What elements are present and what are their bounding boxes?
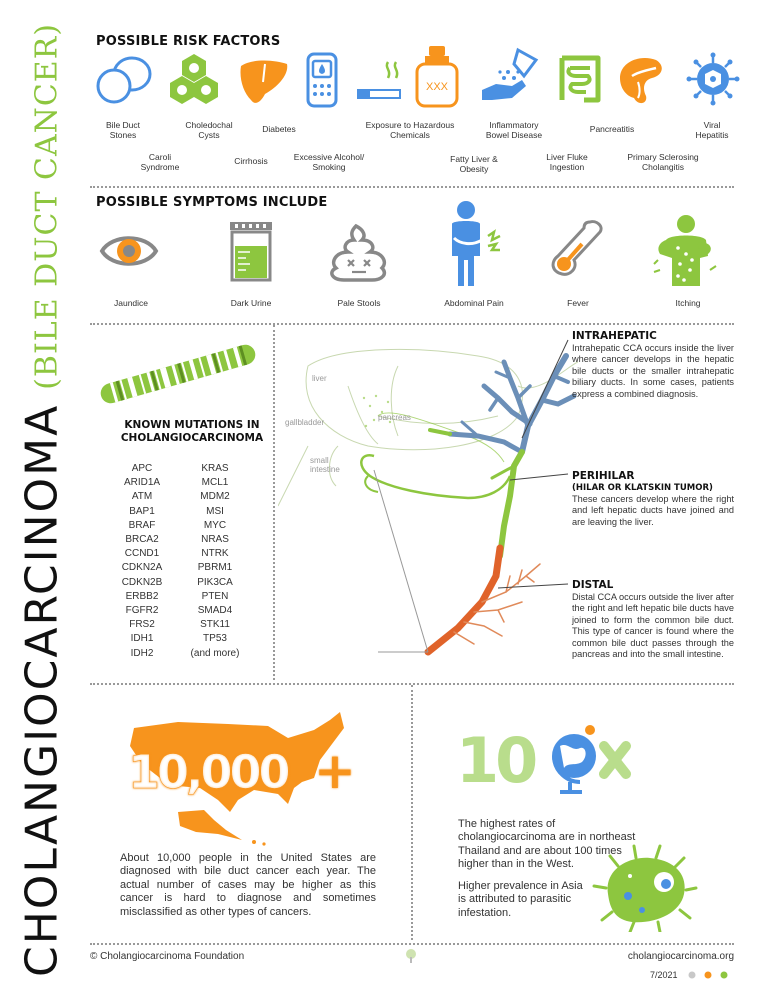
perihilar-subtitle: (HILAR OR KLATSKIN TUMOR) xyxy=(572,483,713,493)
organ-label-liver: liver xyxy=(312,374,327,383)
virus-icon xyxy=(686,52,740,106)
liver-icon xyxy=(235,52,291,108)
bile-duct-stones-icon xyxy=(94,52,158,108)
intrahepatic-title: INTRAHEPATIC xyxy=(572,330,657,342)
intrahepatic-text: Intrahepatic CCA occurs inside the liver where cancer develops in the hepatic bile ducts or the smaller intrahepatic biliary ducts. In some cases, patients express a combined diagnosis. xyxy=(572,343,734,399)
symptom-label-jaundice: Jaundice xyxy=(113,298,149,308)
risk-label-alcohol-smoking: Excessive Alcohol/ Smoking xyxy=(293,152,365,172)
mutation-gene: APC xyxy=(131,463,153,474)
us-stat-text: About 10,000 people in the United States are diagnosed with bile duct cancer each year. The actual number of cases may be higher as this cancer is hard to diagnose and sometimes misclassified as other types of cancers. xyxy=(120,852,376,918)
thermometer-icon xyxy=(548,218,608,278)
organ-label-small-intestine: small intestine xyxy=(310,456,340,474)
divider xyxy=(90,943,734,945)
mutation-gene: BRAF xyxy=(128,519,156,531)
us-stat-number xyxy=(128,742,368,810)
risk-label-viral-hepatitis: Viral Hepatitis xyxy=(695,120,729,140)
mutation-gene: SMAD4 xyxy=(197,605,233,617)
risk-label-liver-fluke: Liver Fluke Ingestion xyxy=(546,152,588,172)
mutations-heading: KNOWN MUTATIONS IN CHOLANGIOCARCINOMA xyxy=(120,419,264,444)
svg-text:10,000: 10,000 xyxy=(128,745,288,798)
mutation-gene: FRS2 xyxy=(129,619,155,631)
risk-label-caroli: Caroli Syndrome xyxy=(140,152,180,172)
risk-label-ibd: Inflammatory Bowel Disease xyxy=(485,120,543,140)
mutation-gene: CCND1 xyxy=(124,548,160,560)
symptom-label-dark-urine: Dark Urine xyxy=(230,298,272,308)
mutation-gene: BAP1 xyxy=(129,505,155,517)
risk-label-cirrhosis: Cirrhosis xyxy=(234,156,268,166)
risk-label-hazardous-chemicals: Exposure to Hazardous Chemicals xyxy=(365,120,455,140)
mutations-column-2 xyxy=(180,462,250,661)
mutation-gene: TP53 xyxy=(203,633,227,645)
mutation-gene: CDKN2A xyxy=(121,562,163,574)
eye-icon xyxy=(98,228,160,274)
urine-cup-icon xyxy=(226,220,276,282)
footer-url: cholangiocarcinoma.org xyxy=(627,951,734,962)
distal-title: DISTAL xyxy=(572,579,614,591)
mutation-gene: PTEN xyxy=(201,590,229,602)
mutation-gene: PIK3CA xyxy=(197,576,233,588)
foundation-tree-icon xyxy=(404,948,418,964)
symptom-label-itching: Itching xyxy=(675,298,701,308)
mutation-gene: ARID1A xyxy=(123,477,161,489)
mutation-gene: NTRK xyxy=(201,548,229,560)
mutation-gene: IDH2 xyxy=(130,647,154,659)
perihilar-title: PERIHILAR xyxy=(572,470,635,482)
mutation-gene: (and more) xyxy=(190,647,240,659)
vertical-title xyxy=(0,0,84,999)
jar-text: XXX xyxy=(425,81,449,93)
mutation-gene: FGFR2 xyxy=(125,605,159,617)
perihilar-text: These cancers develop where the right and left hepatic ducts have joined and are leaving the liver. xyxy=(572,494,734,527)
divider xyxy=(90,323,734,325)
mutation-gene: MYC xyxy=(203,519,227,531)
divider xyxy=(411,685,413,940)
svg-text:+: + xyxy=(314,742,354,798)
hazard-jar-icon xyxy=(413,44,461,108)
risk-label-pancreatitis: Pancreatitis xyxy=(589,124,635,134)
global-stat-text-2: Higher prevalence in Asia is attributed to parasitic infestation. xyxy=(458,880,583,919)
organ-label-pancreas: pancreas xyxy=(378,413,411,422)
symptom-label-fever: Fever xyxy=(567,298,589,308)
mutation-gene: MDM2 xyxy=(200,491,230,503)
symptoms-heading: POSSIBLE SYMPTOMS INCLUDE xyxy=(96,195,328,210)
risk-factors-heading: POSSIBLE RISK FACTORS xyxy=(96,34,281,49)
risk-label-diabetes: Diabetes xyxy=(262,124,296,134)
mutation-gene: ERBB2 xyxy=(125,590,159,602)
mutations-column-1 xyxy=(108,462,176,661)
mutation-gene: CDKN2B xyxy=(121,576,163,588)
abdominal-pain-person-icon xyxy=(444,200,504,288)
footer-copyright: © Cholangiocarcinoma Foundation xyxy=(90,951,245,962)
risk-label-choledochal-cysts: Choledochal Cysts xyxy=(185,120,233,140)
mutation-gene: PBRM1 xyxy=(197,562,233,574)
mutation-gene: KRAS xyxy=(201,463,229,474)
global-stat-graphic xyxy=(456,716,636,796)
stool-icon xyxy=(326,222,392,282)
itching-person-icon xyxy=(652,214,718,288)
title-main: CHOLANGIOCARCINOMA xyxy=(16,403,68,978)
divider xyxy=(90,186,734,188)
mutation-gene: MCL1 xyxy=(201,477,229,489)
us-stat-number-graphic xyxy=(128,742,368,798)
symptom-label-pale-stools: Pale Stools xyxy=(337,298,381,308)
symptom-label-abdominal-pain: Abdominal Pain xyxy=(444,298,504,308)
mutation-gene: NRAS xyxy=(201,534,229,546)
title-sub: (BILE DUCT CANCER) xyxy=(29,22,65,390)
svg-text:10: 10 xyxy=(456,724,535,796)
organ-label-gallbladder: gallbladder xyxy=(285,418,325,427)
risk-label-bile-duct-stones: Bile Duct Stones xyxy=(105,120,141,140)
global-stat-text-1: The highest rates of cholangiocarcinoma are in northeast Thailand and are about 100 times higher than in the West. xyxy=(458,818,636,871)
hand-pill-icon xyxy=(478,46,540,108)
distal-text: Distal CCA occurs outside the liver after the right and left hepatic bile ducts have joined to form the common bile duct. This type of cancer is found where the common bile duct passes through the pancreas and into the small intestine. xyxy=(572,592,734,660)
risk-label-psc: Primary Sclerosing Cholangitis xyxy=(627,152,699,172)
risk-label-fatty-liver: Fatty Liver & Obesity xyxy=(450,154,498,174)
cigarette-icon xyxy=(354,56,404,106)
chromosome-icon xyxy=(92,344,264,404)
intestine-icon xyxy=(556,50,604,108)
glucose-meter-icon xyxy=(300,50,344,110)
divider xyxy=(273,325,275,680)
pancreas-icon xyxy=(612,48,668,108)
choledochal-cysts-icon xyxy=(164,50,224,110)
mutation-gene: STK11 xyxy=(200,619,230,631)
mutation-gene: ATM xyxy=(131,491,153,503)
mutation-gene: BRCA2 xyxy=(125,534,159,546)
footer-dots xyxy=(686,970,734,980)
footer-date: 7/2021 xyxy=(650,970,678,980)
mutation-gene: MSI xyxy=(206,505,224,517)
parasite-icon xyxy=(588,842,698,932)
mutation-gene: IDH1 xyxy=(130,633,154,645)
